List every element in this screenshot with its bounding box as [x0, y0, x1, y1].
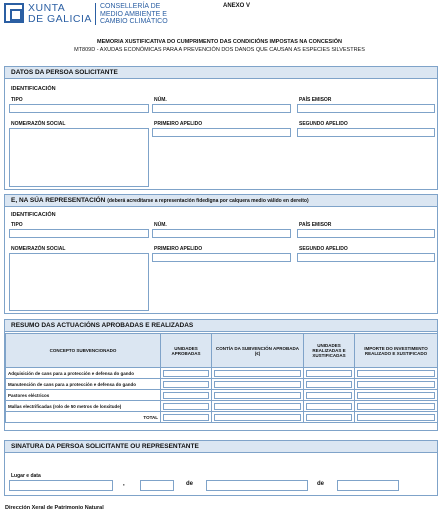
- column-header: UNIDADES APROBADAS: [161, 334, 212, 368]
- annex-label: ANEXO V: [223, 3, 251, 9]
- document-subtitle: MT809D - AXUDAS ECONÓMICAS PARA A PREVENCIÓN DOS DANOS QUE CAUSAN AS ESPECIES SILVESTRES: [74, 47, 365, 53]
- input-cell[interactable]: [161, 368, 212, 379]
- input-cell[interactable]: [304, 390, 355, 401]
- table-row: [6, 401, 438, 412]
- identification-label: IDENTIFICACIÓN: [11, 212, 56, 218]
- pais-field[interactable]: [297, 229, 435, 238]
- input-cell[interactable]: [212, 379, 304, 390]
- concept-cell: Adquisición de cans para a protección e defensa do gando: [6, 368, 161, 379]
- column-header: IMPORTE DO INVESTIMENTO REALIZADO E XUSTIFICADO: [355, 334, 438, 368]
- input-cell[interactable]: [212, 401, 304, 412]
- representative-heading: E, NA SÚA REPRESENTACIÓN (deberá acreditarse a representación fidedigna por calquera medio válido en dereito): [5, 195, 437, 207]
- nombre-label: NOME/RAZÓN SOCIAL: [11, 246, 66, 252]
- num-field[interactable]: [152, 229, 291, 238]
- total-cell[interactable]: [304, 412, 355, 423]
- identification-label: IDENTIFICACIÓN: [11, 86, 56, 92]
- signature-section: [4, 440, 438, 496]
- summary-heading: RESUMO DAS ACTUACIÓNS APROBADAS E REALIZADAS: [5, 320, 437, 332]
- apelido2-label: SEGUNDO APELIDO: [299, 121, 348, 127]
- column-header: CONCEPTO SUBVENCIONADO: [6, 334, 161, 368]
- tipo-label: TIPO: [11, 222, 23, 228]
- xunta-emblem-icon: [4, 3, 24, 23]
- comma-separator: ,: [123, 481, 125, 487]
- total-cell[interactable]: [161, 412, 212, 423]
- apelido1-label: PRIMEIRO APELIDO: [154, 121, 203, 127]
- place-field[interactable]: [9, 480, 113, 491]
- column-header: UNIDADES REALIZADAS E XUSTIFICADAS: [304, 334, 355, 368]
- total-row: [6, 412, 438, 423]
- year-field[interactable]: [337, 480, 399, 491]
- num-label: NÚM.: [154, 97, 167, 103]
- applicant-section: [4, 66, 438, 190]
- input-cell[interactable]: [212, 368, 304, 379]
- summary-section: [4, 319, 438, 431]
- pais-label: PAÍS EMISOR: [299, 97, 332, 103]
- num-label: NÚM.: [154, 222, 167, 228]
- apelido2-field[interactable]: [297, 128, 435, 137]
- input-cell[interactable]: [161, 379, 212, 390]
- concept-cell: Pastores eléctricos: [6, 390, 161, 401]
- nombre-label: NOME/RAZÓN SOCIAL: [11, 121, 66, 127]
- de-separator-2: de: [317, 481, 325, 487]
- input-cell[interactable]: [161, 401, 212, 412]
- day-field[interactable]: [140, 480, 174, 491]
- concept-cell: Manutención de cans para a protección e defensa do gando: [6, 379, 161, 390]
- month-field[interactable]: [206, 480, 308, 491]
- pais-field[interactable]: [297, 104, 435, 113]
- nombre-field[interactable]: [9, 128, 149, 187]
- table-row: [6, 368, 438, 379]
- total-label: TOTAL: [6, 412, 161, 423]
- apelido2-field[interactable]: [297, 253, 435, 262]
- apelido2-label: SEGUNDO APELIDO: [299, 246, 348, 252]
- table-row: [6, 379, 438, 390]
- input-cell[interactable]: [355, 390, 438, 401]
- input-cell[interactable]: [212, 390, 304, 401]
- footer-text: Dirección Xeral de Patrimonio Natural: [5, 505, 104, 511]
- input-cell[interactable]: [355, 379, 438, 390]
- pais-label: PAÍS EMISOR: [299, 222, 332, 228]
- input-cell[interactable]: [304, 379, 355, 390]
- representative-note: (deberá acreditarse a representación fidedigna por calquera medio válido en dereito): [107, 198, 309, 204]
- apelido1-field[interactable]: [152, 253, 291, 262]
- input-cell[interactable]: [304, 401, 355, 412]
- input-cell[interactable]: [161, 390, 212, 401]
- concept-cell: Mallas electrificadas (rolo de 50 metros de lonxitude): [6, 401, 161, 412]
- tipo-field[interactable]: [9, 229, 149, 238]
- apelido1-field[interactable]: [152, 128, 291, 137]
- logo-divider: [95, 3, 96, 25]
- apelido1-label: PRIMEIRO APELIDO: [154, 246, 203, 252]
- table-header-row: [6, 334, 438, 368]
- de-separator-1: de: [186, 481, 194, 487]
- input-cell[interactable]: [304, 368, 355, 379]
- nombre-field[interactable]: [9, 253, 149, 311]
- logo-xunta-text: XUNTA DE GALICIA: [28, 2, 92, 25]
- input-cell[interactable]: [355, 368, 438, 379]
- total-cell[interactable]: [212, 412, 304, 423]
- summary-table: [5, 333, 438, 423]
- logo-conselleria-text: CONSELLERÍA DE MEDIO AMBIENTE E CAMBIO CLIMÁTICO: [100, 3, 168, 26]
- signature-heading: SINATURA DA PERSOA SOLICITANTE OU REPRESENTANTE: [5, 441, 437, 453]
- xunta-logo: [4, 2, 184, 28]
- tipo-field[interactable]: [9, 104, 149, 113]
- tipo-label: TIPO: [11, 97, 23, 103]
- input-cell[interactable]: [355, 401, 438, 412]
- applicant-heading: DATOS DA PERSOA SOLICITANTE: [5, 67, 437, 79]
- place-date-label: Lugar e data: [11, 473, 41, 479]
- num-field[interactable]: [152, 104, 291, 113]
- document-title: MEMORIA XUSTIFICATIVA DO CUMPRIMENTO DAS CONDICIÓNS IMPOSTAS NA CONCESIÓN: [97, 39, 342, 45]
- total-cell[interactable]: [355, 412, 438, 423]
- representative-section: [4, 194, 438, 314]
- column-header: CONTÍA DA SUBVENCIÓN APROBADA (€): [212, 334, 304, 368]
- table-row: [6, 390, 438, 401]
